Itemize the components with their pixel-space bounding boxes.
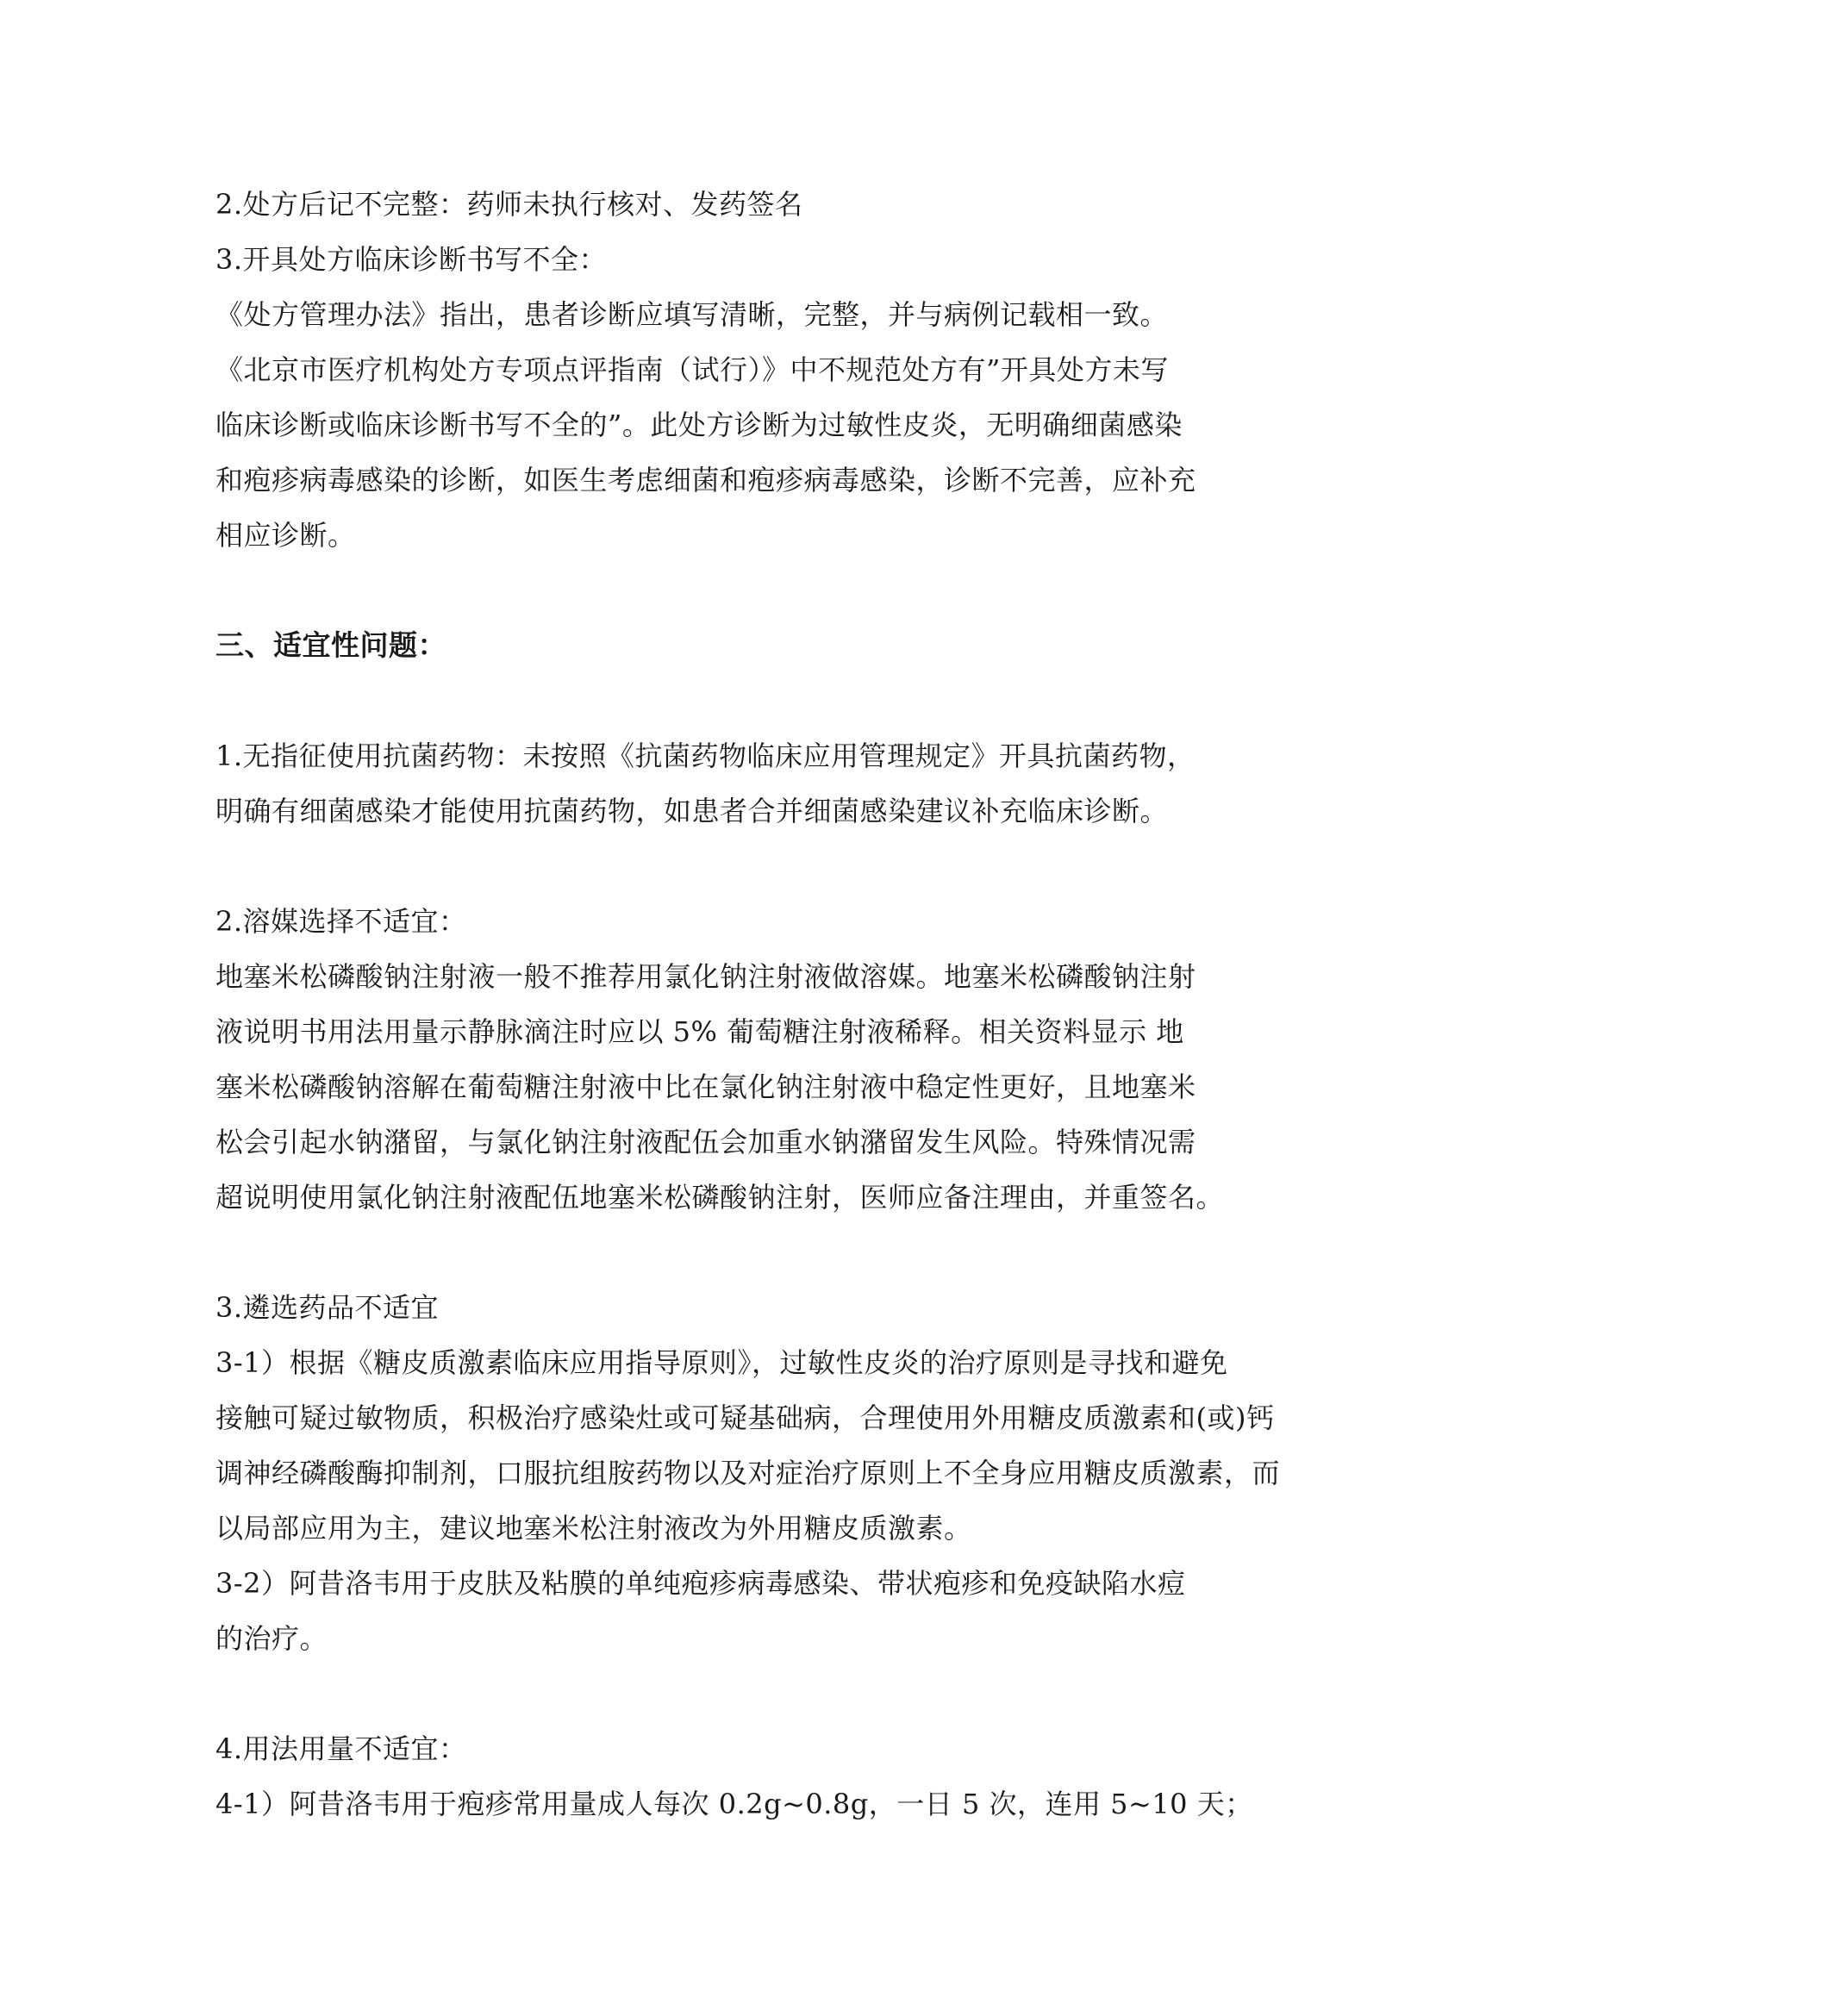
paragraph-line: 3-2）阿昔洛韦用于皮肤及粘膜的单纯疱疹病毒感染、带状疱疹和免疫缺陷水痘 — [215, 1567, 1186, 1600]
paragraph-line: 《处方管理办法》指出，患者诊断应填写清晰，完整，并与病例记载相一致。 — [215, 298, 1169, 331]
item-2-text: 2.处方后记不完整：药师未执行核对、发药签名 — [215, 188, 803, 221]
paragraph-line: 3-1）根据《糖皮质激素临床应用指导原则》，过敏性皮炎的治疗原则是寻找和避免 — [215, 1346, 1228, 1379]
paragraph-line: 和疱疹病毒感染的诊断，如医生考虑细菌和疱疹病毒感染，诊断不完善，应补充 — [215, 464, 1196, 496]
paragraph-line: 的治疗。 — [215, 1622, 328, 1655]
paragraph-line: 塞米松磷酸钠溶解在葡萄糖注射液中比在氯化钠注射液中稳定性更好，且地塞米 — [215, 1070, 1196, 1103]
paragraph-line: 《北京市医疗机构处方专项点评指南（试行）》中不规范处方有”开具处方未写 — [215, 353, 1169, 386]
paragraph-line: 以局部应用为主，建议地塞米松注射液改为外用糖皮质激素。 — [215, 1512, 972, 1545]
document-body — [215, 177, 1281, 1832]
paragraph-line: 相应诊断。 — [215, 519, 356, 552]
paragraph-line: 松会引起水钠潴留，与氯化钠注射液配伍会加重水钠潴留发生风险。特殊情况需 — [215, 1126, 1196, 1158]
subsection-title: 3.遴选药品不适宜 — [215, 1291, 440, 1324]
paragraph-line: 明确有细菌感染才能使用抗菌药物，如患者合并细菌感染建议补充临床诊断。 — [215, 795, 1169, 827]
paragraph-line: 地塞米松磷酸钠注射液一般不推荐用氯化钠注射液做溶媒。地塞米松磷酸钠注射 — [215, 960, 1196, 993]
subsection-title: 4.用法用量不适宜： — [215, 1732, 467, 1765]
paragraph-line: 1.无指征使用抗菌药物：未按照《抗菌药物临床应用管理规定》开具抗菌药物， — [215, 740, 1196, 772]
paragraph-line: 临床诊断或临床诊断书写不全的”。此处方诊断为过敏性皮炎，无明确细菌感染 — [215, 409, 1183, 441]
paragraph-line: 调神经磷酸酶抑制剂，口服抗组胺药物以及对症治疗原则上不全身应用糖皮质激素，而 — [215, 1457, 1281, 1489]
paragraph-line: 接触可疑过敏物质，积极治疗感染灶或可疑基础病，合理使用外用糖皮质激素和(或)钙 — [215, 1401, 1275, 1434]
item-3-title: 3.开具处方临床诊断书写不全： — [215, 243, 608, 276]
section-heading: 三、适宜性问题： — [215, 628, 446, 662]
paragraph-line: 液说明书用法用量示静脉滴注时应以 5% 葡萄糖注射液稀释。相关资料显示 地 — [215, 1015, 1184, 1048]
paragraph-line: 超说明使用氯化钠注射液配伍地塞米松磷酸钠注射，医师应备注理由，并重签名。 — [215, 1181, 1225, 1214]
paragraph-line: 4-1）阿昔洛韦用于疱疹常用量成人每次 0.2g~0.8g，一日 5 次，连用 5~10 天； — [215, 1788, 1253, 1820]
subsection-title: 2.溶媒选择不适宜： — [215, 905, 467, 938]
